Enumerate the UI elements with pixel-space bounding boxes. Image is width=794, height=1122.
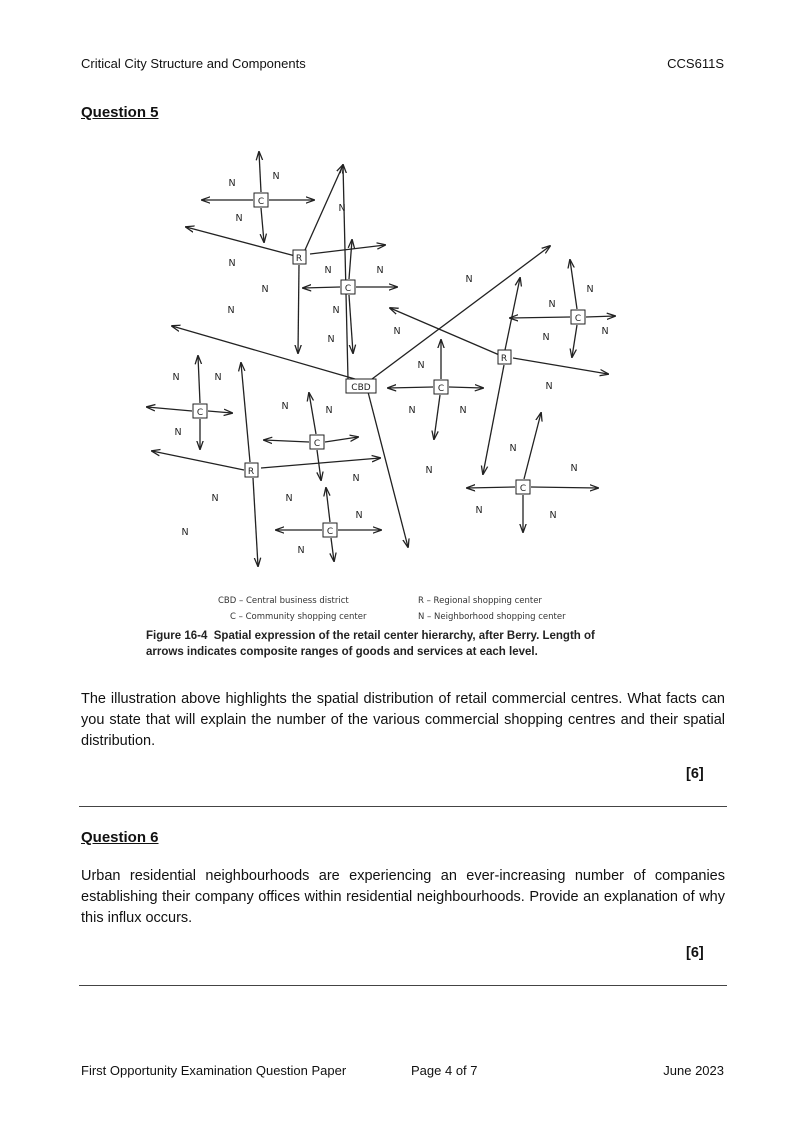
svg-text:N: N [172,372,180,383]
svg-text:N: N [211,493,219,504]
svg-text:N: N [214,372,222,383]
svg-text:N: N [376,265,384,276]
svg-text:C: C [519,484,527,494]
svg-text:N: N [549,510,557,521]
svg-text:N: N [417,360,425,371]
svg-text:N: N [601,326,609,337]
svg-text:C: C [574,314,582,324]
legend-cbd: CBD – Central business district [218,596,349,606]
legend-neighborhood: N – Neighborhood shopping center [418,612,566,622]
svg-text:R: R [295,254,303,264]
caption-line-2: arrows indicates composite ranges of goods and services at each level. [146,646,538,658]
question-6-body: Urban residential neighbourhoods are experiencing an ever-increasing number of companies establishing their company offices within residential neighbourhoods. Provide an explanation of why this influx occurs. [81,868,725,926]
svg-text:N: N [327,334,335,345]
svg-text:N: N [228,178,236,189]
question-6-marks: [6] [686,945,704,961]
svg-text:N: N [325,405,333,416]
svg-text:N: N [181,527,189,538]
svg-text:N: N [393,326,401,337]
question-6-title: Question 6 [81,829,159,846]
figure-caption [146,628,666,660]
caption-number: Figure 16-4 [146,630,208,642]
svg-text:N: N [509,443,517,454]
svg-text:N: N [285,493,293,504]
divider [79,806,727,807]
svg-text:N: N [281,401,289,412]
header-course-title: Critical City Structure and Components [81,56,306,71]
svg-text:C: C [196,408,204,418]
svg-text:C: C [326,527,334,537]
caption-line-1: Spatial expression of the retail center hierarchy, after Berry. Length of [213,630,595,642]
svg-text:N: N [408,405,416,416]
svg-text:N: N [355,510,363,521]
svg-text:N: N [459,405,467,416]
svg-text:CBD: CBD [351,383,371,393]
svg-text:N: N [475,505,483,516]
svg-text:R: R [247,467,255,477]
legend-community: C – Community shopping center [230,612,367,622]
svg-text:N: N [545,381,553,392]
svg-text:N: N [272,171,280,182]
svg-text:N: N [228,258,236,269]
svg-text:N: N [297,545,305,556]
legend-regional: R – Regional shopping center [418,596,542,606]
svg-text:N: N [332,305,340,316]
svg-text:N: N [324,265,332,276]
svg-text:N: N [227,305,235,316]
svg-text:R: R [500,354,508,364]
question-5-title: Question 5 [81,104,159,121]
svg-text:N: N [465,274,473,285]
svg-text:N: N [586,284,594,295]
footer-paper-title: First Opportunity Examination Question Paper [81,1063,347,1078]
svg-text:C: C [344,284,352,294]
retail-hierarchy-diagram [140,140,620,580]
question-5-body: The illustration above highlights the spatial distribution of retail commercial centres. What facts can you state that will explain the number of the various commercial shopping centres and their spatial distribution. [81,691,725,749]
header-course-code: CCS611S [667,56,724,71]
footer-date: June 2023 [663,1063,724,1078]
svg-text:N: N [174,427,182,438]
svg-text:N: N [570,463,578,474]
divider [79,985,727,986]
footer-page-number: Page 4 of 7 [411,1063,478,1078]
svg-text:N: N [425,465,433,476]
svg-text:C: C [257,197,265,207]
svg-text:N: N [261,284,269,295]
svg-text:N: N [352,473,360,484]
svg-text:N: N [542,332,550,343]
svg-text:N: N [235,213,243,224]
svg-text:C: C [437,384,445,394]
svg-text:C: C [313,439,321,449]
question-5-marks: [6] [686,766,704,782]
svg-text:N: N [338,203,346,214]
svg-text:N: N [548,299,556,310]
